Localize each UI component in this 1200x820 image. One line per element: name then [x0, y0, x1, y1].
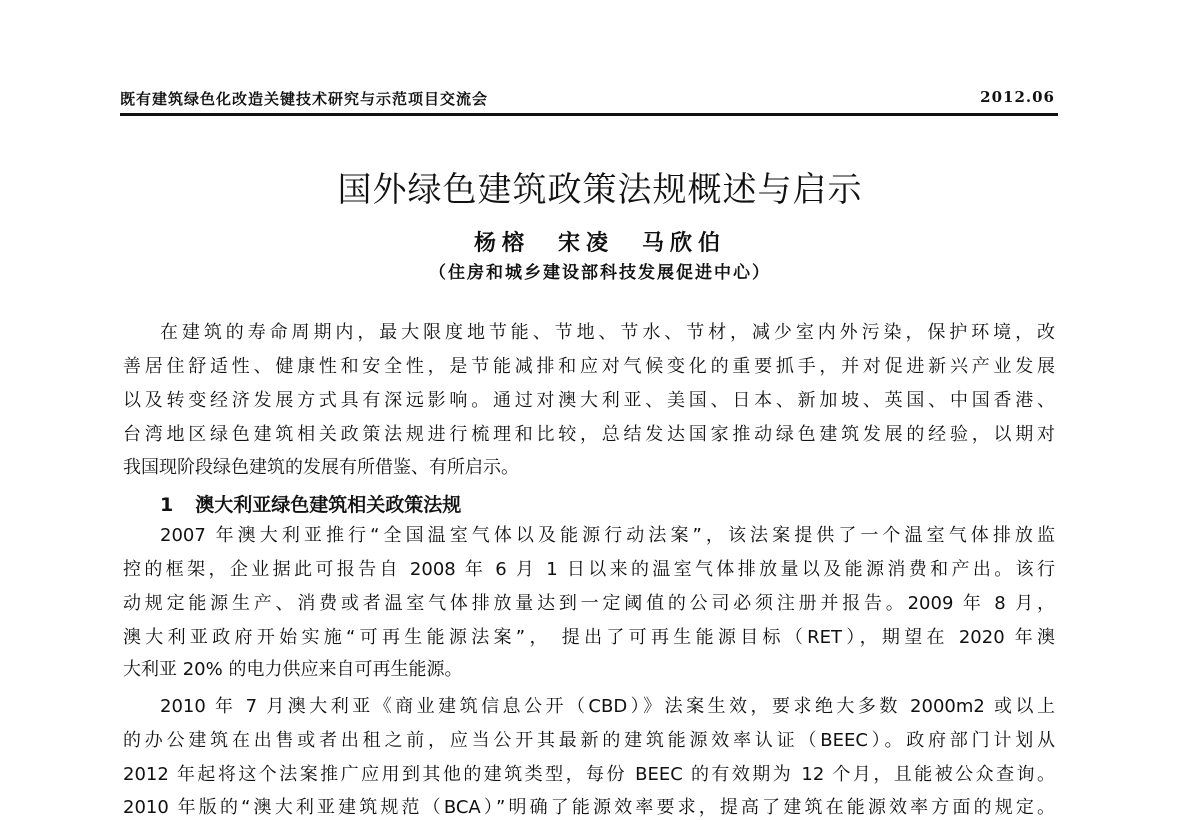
- article-title: 国外绿色建筑政策法规概述与启示: [337, 170, 863, 210]
- abstract-line: 台湾地区绿色建筑相关政策法规进行梳理和比较，总结发达国家推动绿色建筑发展的经验，以期对: [123, 424, 1055, 445]
- paragraph-line: 2010 年 7 月澳大利亚《商业建筑信息公开（CBD）》法案生效，要求绝大多数 2000m2 或以上: [160, 696, 1055, 717]
- section-heading: [160, 490, 483, 517]
- header-rule: [120, 113, 1058, 116]
- paragraph-line: 2007 年澳大利亚推行“全国温室气体以及能源行动法案”，该法案提供了一个温室气体排放监: [160, 525, 1055, 546]
- paragraph-line: 2010 年版的“澳大利亚建筑规范（BCA）”明确了能源效率要求，提高了建筑在能源效率方面的规定。: [123, 797, 1055, 818]
- running-header-date: 2012.06: [980, 88, 1055, 106]
- section-title: 澳大利亚绿色建筑相关政策法规: [195, 494, 462, 516]
- abstract-line: 我国现阶段绿色建筑的发展有所借鉴、有所启示。: [123, 457, 519, 478]
- abstract-line: 在建筑的寿命周期内，最大限度地节能、节地、节水、节材，减少室内外污染，保护环境，改: [160, 322, 1055, 343]
- abstract-line: 以及转变经济发展方式具有深远影响。通过对澳大利亚、美国、日本、新加坡、英国、中国香港、: [123, 390, 1055, 411]
- affiliation: （住房和城乡建设部科技发展促进中心）: [429, 263, 771, 283]
- paragraph-line: 的办公建筑在出售或者出租之前，应当公开其最新的建筑能源效率认证（BEEC）。政府部门计划从: [123, 730, 1055, 751]
- paragraph-line: 动规定能源生产、消费或者温室气体排放量达到一定阈值的公司必须注册并报告。2009 年 8 月，: [123, 593, 1055, 614]
- paragraph-line: 大利亚 20% 的电力供应来自可再生能源。: [123, 659, 463, 680]
- section-number: 1: [160, 494, 174, 516]
- paragraph-line: 2012 年起将这个法案推广应用到其他的建筑类型，每份 BEEC 的有效期为 12 个月，且能被公众查询。: [123, 764, 1055, 785]
- abstract-line: 善居住舒适性、健康性和安全性，是节能减排和应对气候变化的重要抓手，并对促进新兴产业发展: [123, 356, 1055, 377]
- authors: 杨榕 宋凌 马欣伯: [473, 230, 726, 256]
- running-header-journal: 既有建筑绿色化改造关键技术研究与示范项目交流会: [120, 90, 489, 108]
- paragraph-line: 控的框架，企业据此可报告自 2008 年 6 月 1 日以来的温室气体排放量以及能源消费和产出。该行: [123, 559, 1055, 580]
- paragraph-line: 澳大利亚政府开始实施“可再生能源法案”， 提出了可再生能源目标（RET），期望在 2020 年澳: [123, 627, 1055, 648]
